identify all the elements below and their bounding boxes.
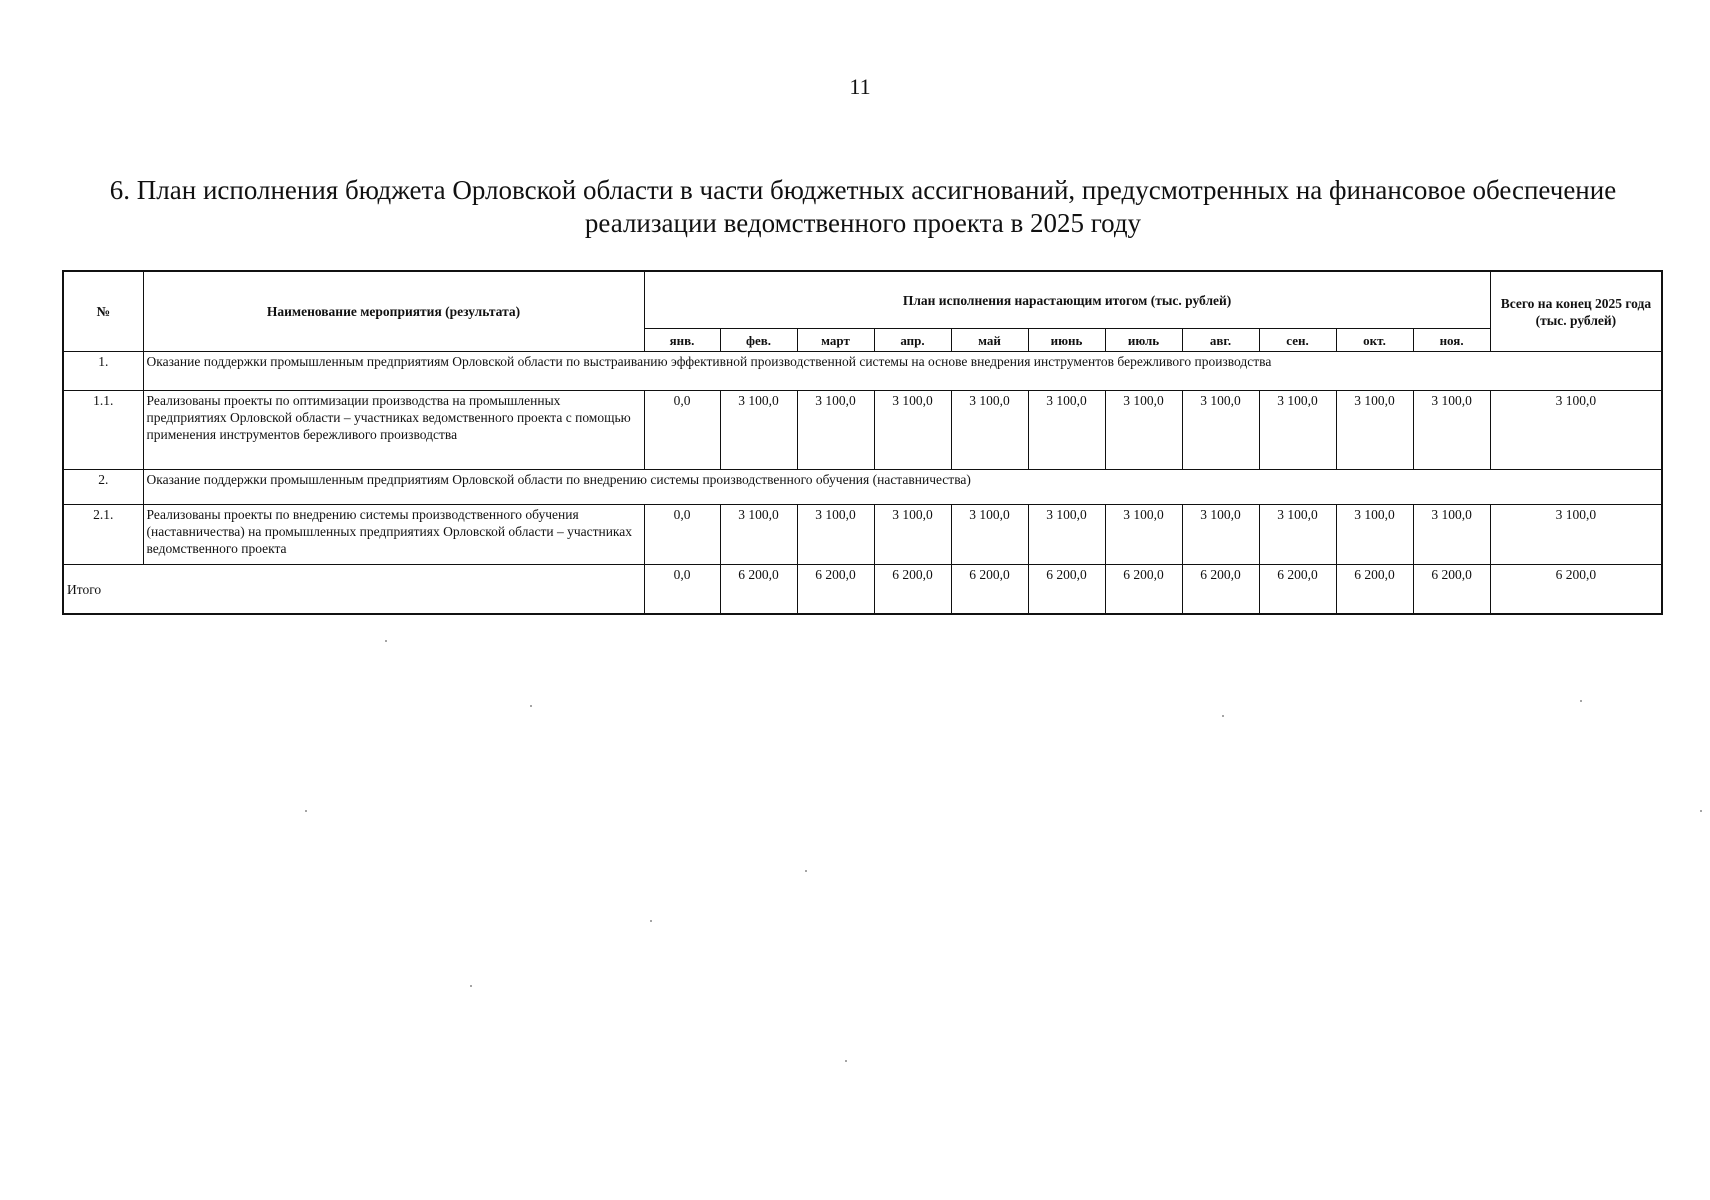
table-row-total: [63, 565, 1662, 615]
scan-speck: [1700, 810, 1702, 812]
row-name: Реализованы проекты по внедрению системы производственного обучения (наставничества) на промышленных предприятиях Орловской области – участниках ведомственного проекта: [143, 505, 644, 565]
row-value: 3 100,0: [1336, 505, 1413, 565]
row-value: 3 100,0: [1028, 391, 1105, 470]
header-month: авг.: [1182, 329, 1259, 352]
scan-speck: [1580, 700, 1582, 702]
header-month: май: [951, 329, 1028, 352]
row-value: 3 100,0: [1336, 391, 1413, 470]
row-name: Оказание поддержки промышленным предприятиям Орловской области по выстраиванию эффективной производственной системы на основе внедрения инструментов бережливого производства: [143, 352, 1662, 391]
row-value: 3 100,0: [1105, 391, 1182, 470]
header-number: №: [63, 271, 143, 352]
grand-total: 6 200,0: [1490, 565, 1662, 615]
scan-speck: [305, 810, 307, 812]
title-line-1: 6. План исполнения бюджета Орловской области в части бюджетных ассигнований, предусмотренных на финансовое обеспечение: [109, 175, 1617, 205]
row-number: 2.1.: [63, 505, 143, 565]
table-row-section-1: [63, 352, 1662, 391]
scan-speck: [530, 705, 532, 707]
row-value: 3 100,0: [1259, 505, 1336, 565]
row-total: 3 100,0: [1490, 505, 1662, 565]
row-value: 3 100,0: [951, 391, 1028, 470]
row-value: 0,0: [644, 505, 720, 565]
total-value: 6 200,0: [1028, 565, 1105, 615]
budget-plan-table: [62, 270, 1663, 615]
header-total: Всего на конец 2025 года (тыс. рублей): [1490, 271, 1662, 352]
total-value: 6 200,0: [1336, 565, 1413, 615]
row-value: 3 100,0: [797, 505, 874, 565]
row-number: 2.: [63, 470, 143, 505]
page-number: 11: [849, 74, 871, 99]
total-label: Итого: [63, 565, 644, 615]
scan-speck: [845, 1060, 847, 1062]
title-line-2: реализации ведомственного проекта в 2025 году: [584, 208, 1142, 238]
row-value: 0,0: [644, 391, 720, 470]
header-month: март: [797, 329, 874, 352]
table-row-2-1: [63, 505, 1662, 565]
row-value: 3 100,0: [720, 505, 797, 565]
row-name: Оказание поддержки промышленным предприятиям Орловской области по внедрению системы производственного обучения (наставничества): [143, 470, 1662, 505]
row-value: 3 100,0: [1413, 391, 1490, 470]
row-value: 3 100,0: [1105, 505, 1182, 565]
table-row-section-2: [63, 470, 1662, 505]
row-value: 3 100,0: [874, 391, 951, 470]
row-number: 1.1.: [63, 391, 143, 470]
header-month: сен.: [1259, 329, 1336, 352]
row-name: Реализованы проекты по оптимизации производства на промышленных предприятиях Орловской области – участниках ведомственного проекта с помощью применения инструментов бережливого производства: [143, 391, 644, 470]
scan-speck: [650, 920, 652, 922]
total-value: 6 200,0: [951, 565, 1028, 615]
row-value: 3 100,0: [1182, 505, 1259, 565]
total-value: 6 200,0: [1182, 565, 1259, 615]
header-plan: План исполнения нарастающим итогом (тыс. рублей): [644, 271, 1490, 329]
row-value: 3 100,0: [951, 505, 1028, 565]
total-value: 6 200,0: [874, 565, 951, 615]
total-value: 6 200,0: [1413, 565, 1490, 615]
row-value: 3 100,0: [1182, 391, 1259, 470]
row-value: 3 100,0: [720, 391, 797, 470]
row-value: 3 100,0: [874, 505, 951, 565]
row-value: 3 100,0: [797, 391, 874, 470]
total-value: 6 200,0: [720, 565, 797, 615]
header-month: ноя.: [1413, 329, 1490, 352]
header-month: июль: [1105, 329, 1182, 352]
row-value: 3 100,0: [1259, 391, 1336, 470]
header-month: фев.: [720, 329, 797, 352]
total-value: 6 200,0: [1259, 565, 1336, 615]
header-month: июнь: [1028, 329, 1105, 352]
header-month: окт.: [1336, 329, 1413, 352]
row-value: 3 100,0: [1413, 505, 1490, 565]
scan-speck: [1222, 715, 1224, 717]
header-name: Наименование мероприятия (результата): [143, 271, 644, 352]
header-month: янв.: [644, 329, 720, 352]
total-value: 6 200,0: [797, 565, 874, 615]
row-total: 3 100,0: [1490, 391, 1662, 470]
table-row-1-1: [63, 391, 1662, 470]
header-month: апр.: [874, 329, 951, 352]
total-value: 0,0: [644, 565, 720, 615]
scan-speck: [805, 870, 807, 872]
document-title: [58, 174, 1668, 240]
row-value: 3 100,0: [1028, 505, 1105, 565]
scan-speck: [470, 985, 472, 987]
row-number: 1.: [63, 352, 143, 391]
scan-speck: [385, 640, 387, 642]
total-value: 6 200,0: [1105, 565, 1182, 615]
